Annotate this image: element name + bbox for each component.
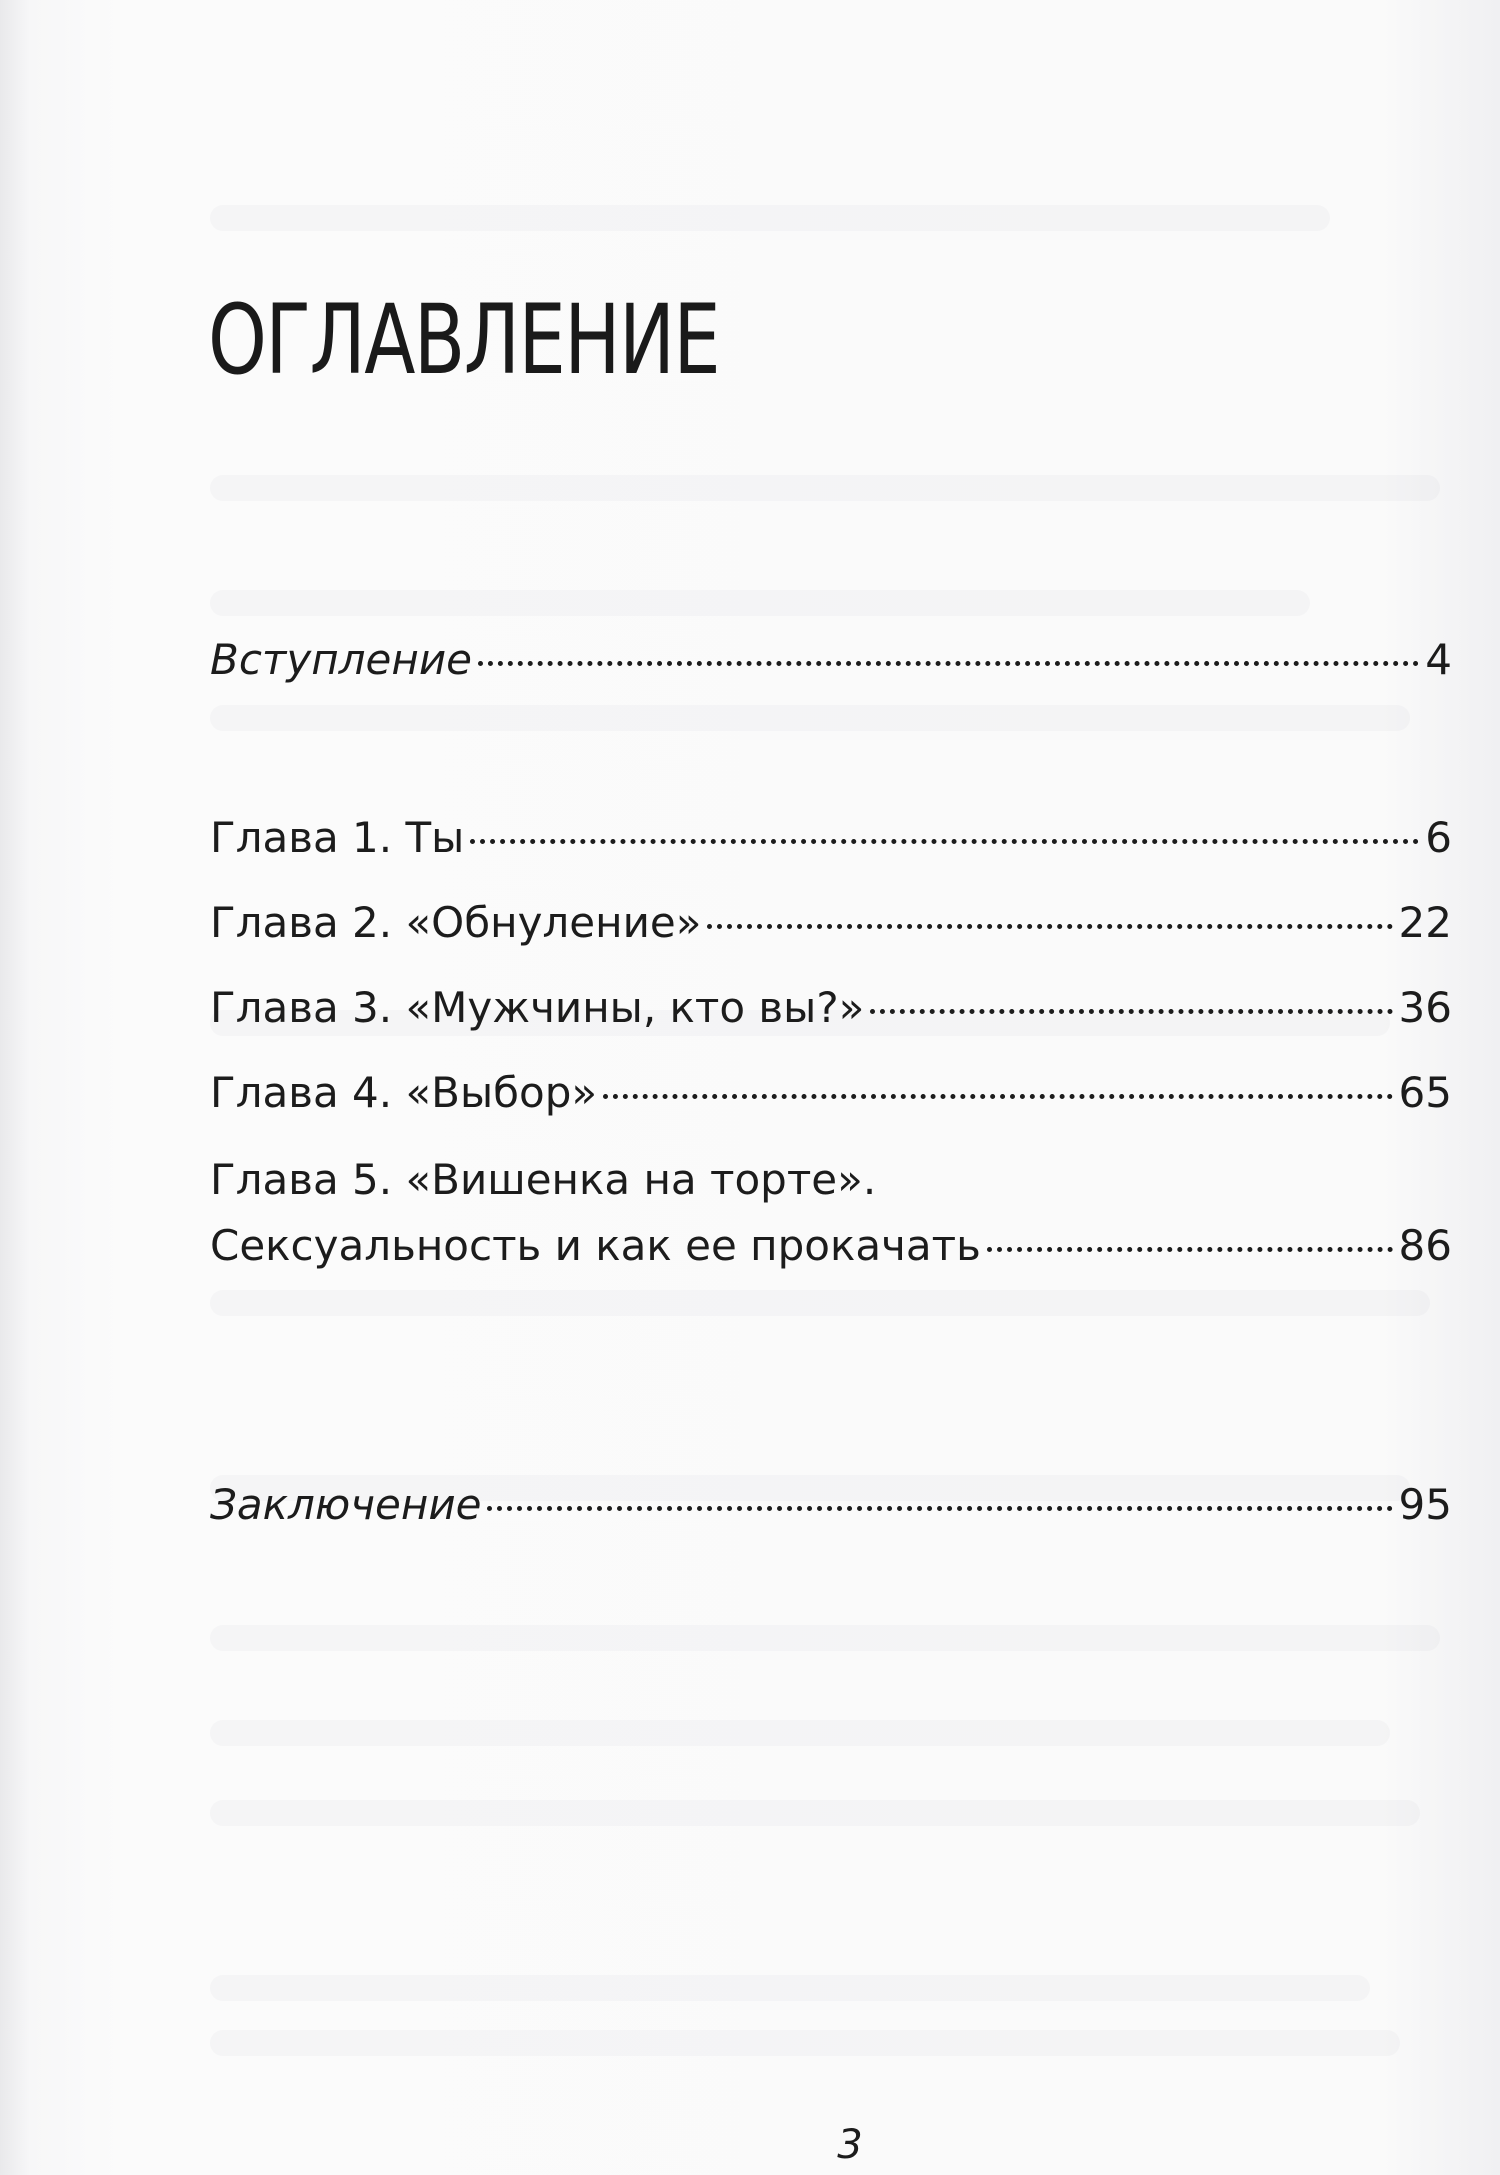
toc-entry <box>210 630 1452 690</box>
show-through-line <box>210 1720 1390 1746</box>
toc-chapter-4 <box>210 1063 1452 1123</box>
toc-entry-page: 22 <box>1398 898 1452 947</box>
toc-entry <box>210 808 1452 868</box>
toc-entry <box>210 1063 1452 1123</box>
toc-entry-page: 6 <box>1425 813 1452 862</box>
toc-entry-label: Глава 3. «Мужчины, кто вы?» <box>210 983 865 1032</box>
page-title: ОГЛАВЛЕНИЕ <box>208 284 720 396</box>
show-through-line <box>210 2030 1400 2056</box>
dot-leader <box>470 839 1419 844</box>
toc-entry <box>210 978 1452 1038</box>
toc-intro <box>210 630 1452 690</box>
toc-entry-page: 4 <box>1425 635 1452 684</box>
toc-entry-page: 36 <box>1398 983 1452 1032</box>
toc-entry-label: Сексуальность и как ее прокачать <box>210 1221 981 1270</box>
dot-leader <box>707 924 1392 929</box>
toc-chapter-2 <box>210 893 1452 953</box>
dot-leader <box>603 1094 1392 1099</box>
show-through-line <box>210 1975 1370 2001</box>
toc-entry-page: 86 <box>1398 1221 1452 1270</box>
toc-entry-label: Глава 1. Ты <box>210 813 465 862</box>
page-number: 3 <box>837 2122 863 2168</box>
dot-leader <box>987 1247 1393 1252</box>
toc-entry <box>210 1216 1452 1276</box>
dot-leader <box>478 661 1419 666</box>
show-through-line <box>210 205 1330 231</box>
toc-entry-page: 65 <box>1398 1068 1452 1117</box>
toc-entry-label-line1: Глава 5. «Вишенка на торте». <box>210 1155 877 1204</box>
show-through-line <box>210 475 1440 501</box>
dot-leader <box>870 1009 1392 1014</box>
toc-entry-label: Вступление <box>210 635 472 684</box>
show-through-line <box>210 1625 1440 1651</box>
show-through-line <box>210 705 1410 731</box>
toc-chapter-1 <box>210 808 1452 868</box>
show-through-line <box>210 1800 1420 1826</box>
dot-leader <box>487 1506 1392 1511</box>
show-through-line <box>210 1290 1430 1316</box>
toc-entry-page: 95 <box>1398 1480 1452 1529</box>
toc-chapter-3 <box>210 978 1452 1038</box>
toc-entry-label: Заключение <box>210 1480 482 1529</box>
toc-entry <box>210 893 1452 953</box>
show-through-line <box>210 590 1310 616</box>
toc-conclusion <box>210 1475 1452 1535</box>
toc-entry-label: Глава 2. «Обнуление» <box>210 898 702 947</box>
toc-chapter-5 <box>210 1150 1452 1276</box>
toc-entry-label: Глава 4. «Выбор» <box>210 1068 598 1117</box>
toc-entry <box>210 1475 1452 1535</box>
